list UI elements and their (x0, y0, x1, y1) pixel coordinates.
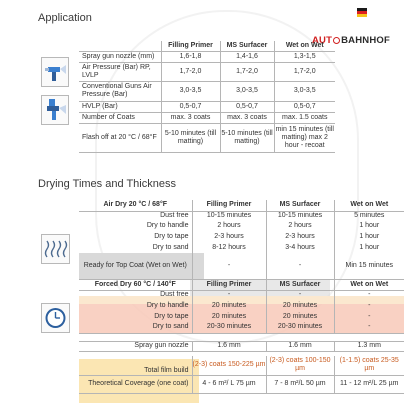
table-cell: 20 minutes (192, 300, 266, 311)
drying-table (79, 200, 404, 394)
table-cell: - (334, 311, 404, 322)
table-cell: 1,6-1,8 (161, 51, 220, 62)
table-cell: 1,3-1,5 (274, 51, 335, 62)
table-cell: 4 - 6 m²/ L 75 µm (192, 375, 266, 393)
row-label: Flash off at 20 °C / 68°F (79, 123, 161, 152)
row-label: HVLP (Bar) (79, 101, 161, 112)
row-label: Total film build (79, 356, 192, 375)
table-cell: - (192, 253, 266, 279)
table-cell: 1,7-2,0 (220, 62, 274, 81)
column-header: Wet on Wet (274, 41, 335, 51)
table-cell: 3-4 hours (266, 242, 334, 253)
table-cell: 0,5-0,7 (161, 101, 220, 112)
row-label: Spray gun nozzle (79, 341, 192, 351)
row-label: Dry to sand (79, 322, 192, 333)
table-cell: 2-3 hours (192, 231, 266, 242)
table-cell: max. 3 coats (220, 112, 274, 123)
row-label: Dry to tape (154, 312, 189, 320)
row-label: Spray gun nozzle (mm) (79, 51, 161, 62)
table-cell: 1,4-1,6 (220, 51, 274, 62)
table-cell: 1,7-2,0 (274, 62, 335, 81)
table-cell: 20-30 minutes (266, 322, 334, 333)
table-cell: 8-12 hours (192, 242, 266, 253)
german-flag-icon (357, 8, 367, 17)
row-label: Dry to handle (146, 222, 189, 229)
air-dry-header: Air Dry 20 °C / 68°F (79, 200, 192, 211)
table-cell: 20-30 minutes (192, 322, 266, 333)
row-label: Number of Coats (79, 112, 161, 123)
table-cell: 11 - 12 m²/L 25 µm (334, 375, 404, 393)
table-cell: 3,0-3,5 (220, 81, 274, 101)
column-header: Filling Primer (192, 279, 266, 290)
table-cell: 1.6 mm (192, 341, 266, 351)
table-cell: max. 3 coats (161, 112, 220, 123)
table-cell: 1,7-2,0 (161, 62, 220, 81)
table-cell: - (266, 253, 334, 279)
drying-title: Drying Times and Thickness (38, 178, 176, 190)
table-cell: max. 1.5 coats (274, 112, 335, 123)
table-cell: 3,0-3,5 (274, 81, 335, 101)
table-cell: (2-3) coats 150-225 µm (192, 356, 266, 375)
table-cell: 2 hours (192, 221, 266, 231)
table-cell: 5-10 minutes (till matting) (161, 123, 220, 152)
table-cell: 2 hours (266, 221, 334, 231)
air-dry-icon (41, 234, 70, 264)
row-label: Air Pressure (Bar) RP, LVLP (79, 62, 161, 81)
table-cell: 3,0-3,5 (161, 81, 220, 101)
column-header: MS Surfacer (266, 200, 334, 211)
row-label: Dust free (160, 212, 189, 220)
brand-logo: AUT BAHNHOF (312, 35, 391, 46)
table-cell: 1 hour (334, 221, 404, 231)
row-label: Dry to sand (152, 243, 189, 251)
table-cell: - (192, 290, 266, 300)
column-header: Filling Primer (161, 41, 220, 51)
column-header: Filling Primer (192, 200, 266, 211)
table-cell: - (266, 290, 334, 300)
application-title: Application (38, 12, 92, 24)
row-label: Dry to tape (154, 232, 189, 240)
table-cell: 20 minutes (266, 311, 334, 322)
table-cell: 20 minutes (266, 300, 334, 311)
table-cell: 1 hour (334, 231, 404, 242)
table-cell: 1.3 mm (334, 341, 404, 351)
row-label: Dust free (160, 291, 189, 299)
table-cell: Min 15 minutes (334, 253, 404, 279)
table-cell: min 15 minutes (till matting) max 2 hour - recoat (274, 123, 335, 152)
table-cell: 20 minutes (192, 311, 266, 322)
spray-gun-hvlp-icon (41, 95, 69, 125)
row-label: Ready for Top Coat (Wet on Wet) (79, 253, 192, 279)
table-cell: 0,5-0,7 (220, 101, 274, 112)
row-label: Dry to handle (146, 301, 189, 309)
row-label: Theoretical Coverage (one coat) (79, 375, 192, 393)
clock-icon (41, 303, 70, 333)
table-cell: - (334, 322, 404, 333)
table-cell: - (334, 300, 404, 311)
table-cell: (1-1.5) coats 25-35 µm (334, 356, 404, 375)
column-header: MS Surfacer (220, 41, 274, 51)
application-table (79, 41, 335, 153)
table-cell: 0,5-0,7 (274, 101, 335, 112)
column-header: Wet on Wet (334, 200, 404, 211)
table-cell: 7 - 8 m²/L 50 µm (266, 375, 334, 393)
row-label: Conventional Guns Air Pressure (Bar) (79, 81, 161, 101)
table-cell: 5 minutes (334, 211, 404, 221)
table-cell: - (334, 290, 404, 300)
table-cell: 5-10 minutes (till matting) (220, 123, 274, 152)
column-header: MS Surfacer (266, 279, 334, 290)
table-cell: 2-3 hours (266, 231, 334, 242)
forced-dry-header: Forced Dry 60 °C / 140°F (79, 279, 192, 290)
spray-gun-icon (41, 57, 69, 87)
table-cell: 10-15 minutes (266, 211, 334, 221)
table-cell: 1 hour (334, 242, 404, 253)
table-cell: 10-15 minutes (192, 211, 266, 221)
table-cell: 1.6 mm (266, 341, 334, 351)
table-cell: (2-3) coats 100-150 µm (266, 356, 334, 375)
column-header: Wet on Wet (334, 279, 404, 290)
